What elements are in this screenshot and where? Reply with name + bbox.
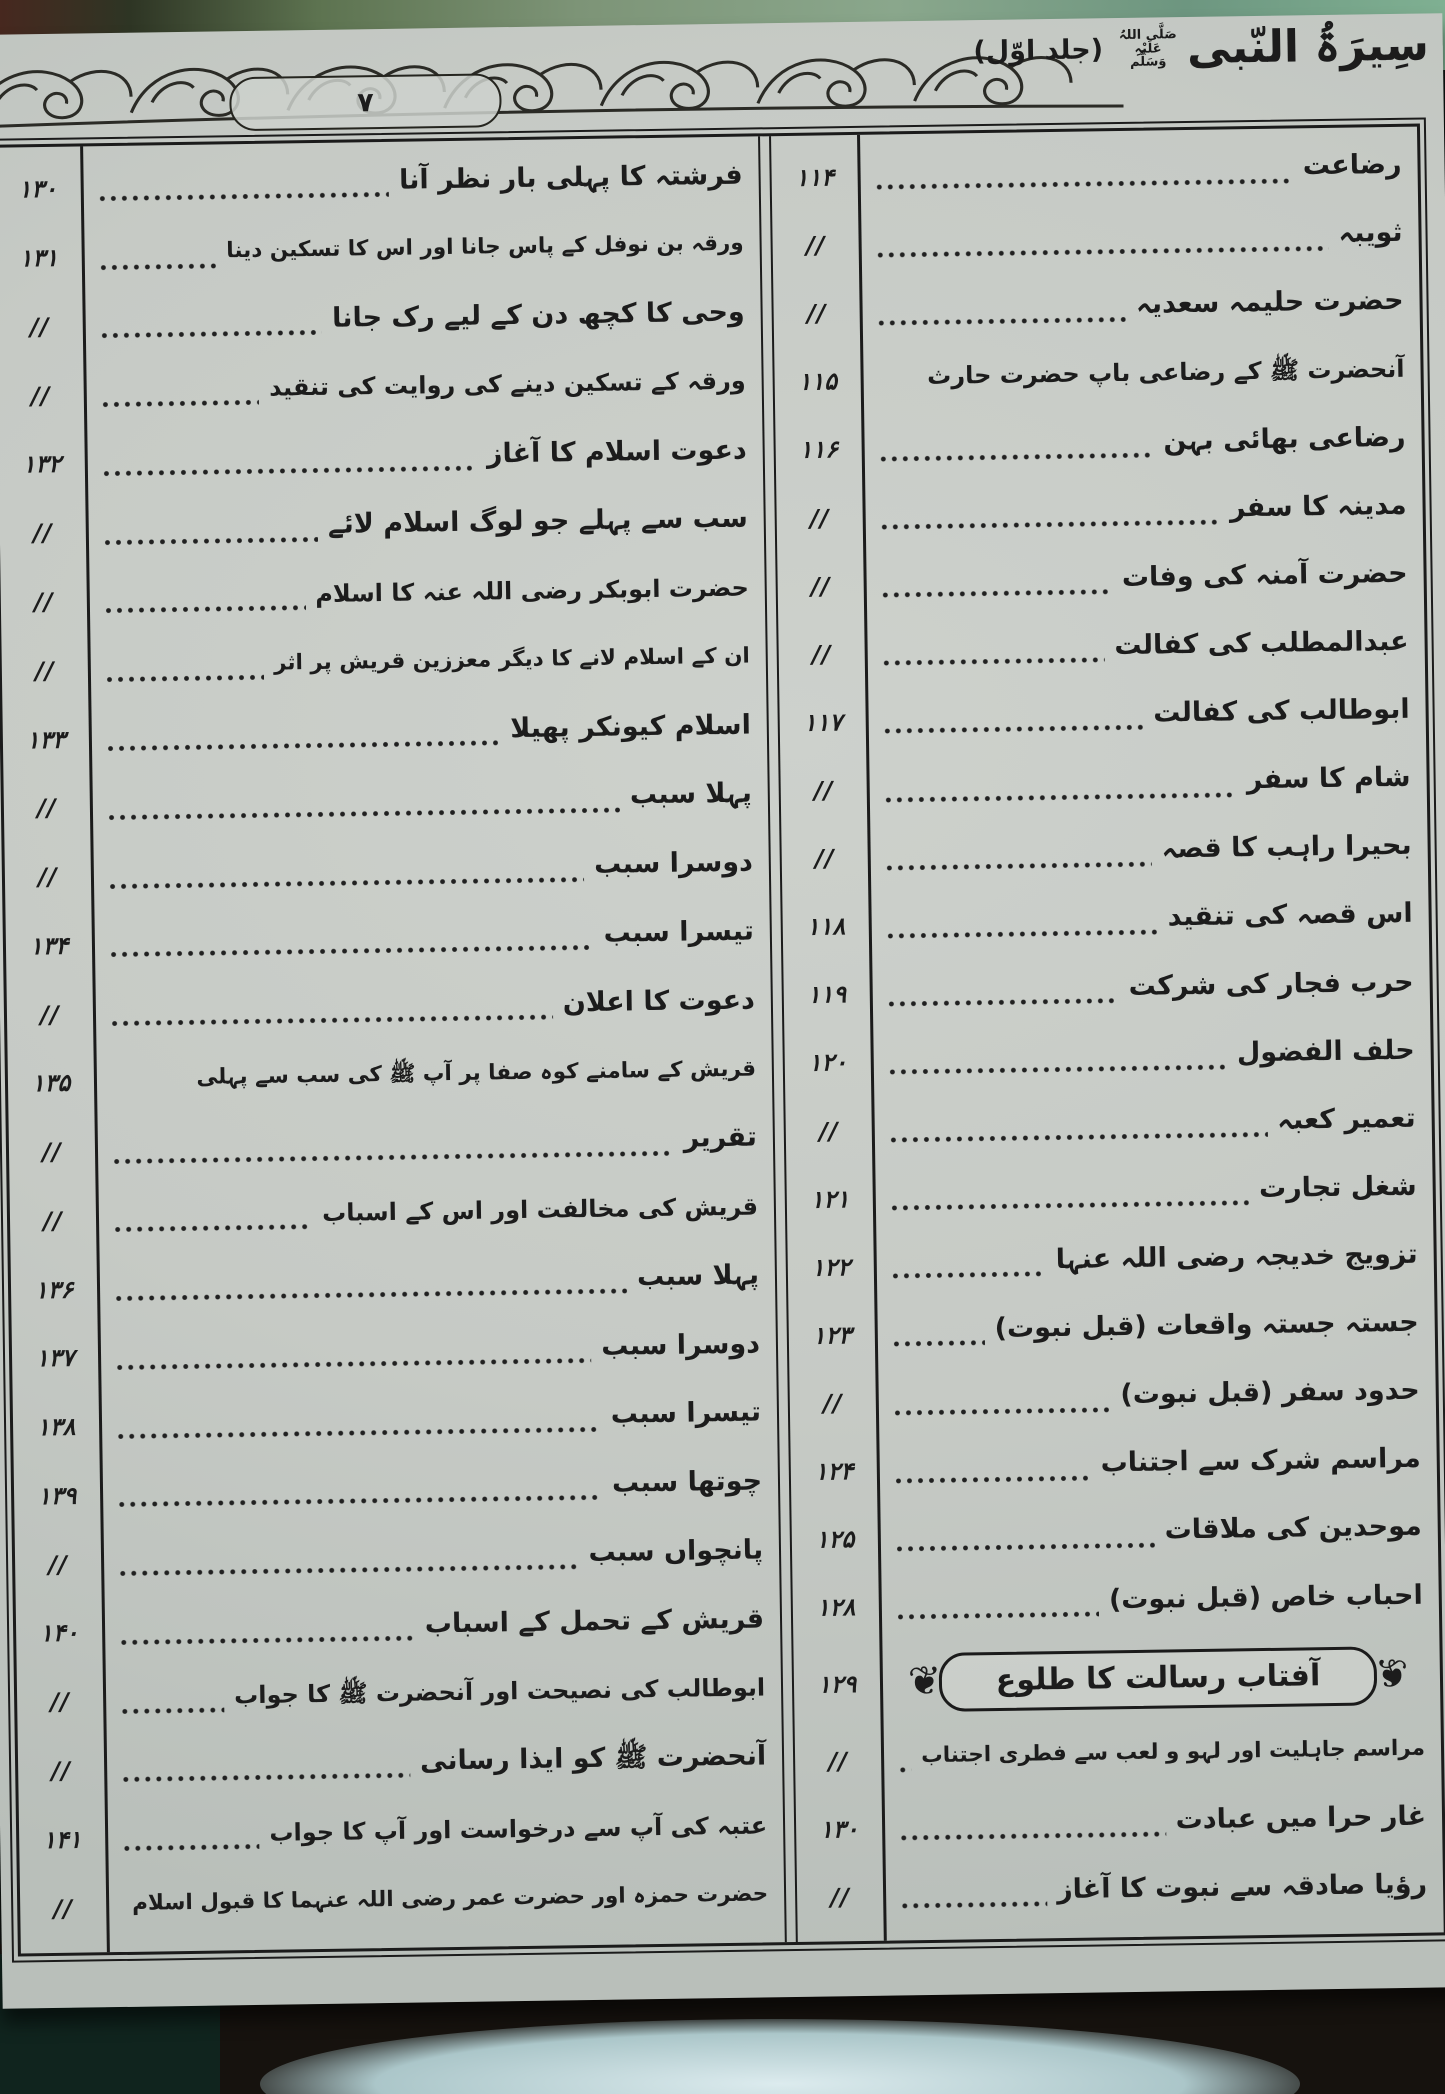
toc-row [783,952,1430,1030]
entry-page-number: // [822,1389,843,1418]
toc-row [777,543,1424,621]
toc-entry-title: دعوت کا اعلان [562,984,756,1019]
toc-entry-title: مراسم جاہلیت اور لہو و لعب سے فطری اجتناب [920,1735,1426,1768]
dot-leader [98,262,217,271]
page-header [0,13,1444,137]
toc-entry [91,846,769,891]
book-title-block [973,19,1429,77]
toc-entry-title: پہلا سبب [636,1259,760,1293]
dot-leader [895,1610,1099,1620]
toc-entry-title: شام کا سفر [1246,761,1411,796]
toc-row [15,1520,780,1600]
toc-row [772,203,1419,281]
toc-row [9,1107,774,1187]
toc-row [789,1360,1436,1438]
toc-entry [878,1511,1438,1554]
dot-leader [117,1563,578,1577]
toc-entry [864,557,1424,600]
entry-page-number: ۱۱۴ [795,163,835,192]
entry-page-number: ۱۲۲ [811,1252,851,1282]
dot-leader [118,1635,415,1646]
toc-entry [860,285,1420,328]
toc-entry-title: رضاعی بھائی بہن [1163,421,1406,457]
dot-leader [875,245,1329,259]
dot-leader [879,519,1220,531]
toc-entry-title: حضرت ابوبکر رضی اللہ عنہ کا اسلام [315,573,750,608]
toc-entry-title: حدود سفر (قبل نبوت) [1120,1374,1420,1411]
toc-entry-title: دوسرا سبب [601,1328,761,1362]
toc-entry [882,1800,1442,1843]
toc-entry-title: آنحضرت ﷺ کے رضاعی باپ حضرت حارث [926,355,1405,391]
toc-entry [873,1170,1433,1213]
toc-entry [866,693,1426,737]
dot-leader [893,1474,1091,1484]
dot-leader [103,605,306,615]
entry-page-number: ۱۳۳ [26,725,66,754]
toc-entry-title: اس قصہ کی تنقید [1167,898,1413,933]
entry-page-number: // [32,519,53,548]
entry-page-number: ۱۴۰ [39,1619,79,1648]
dot-leader [894,1541,1155,1552]
dot-leader [106,806,620,821]
entry-page-number: ۱۲۳ [812,1321,852,1350]
entry-page-number: ۱۲۱ [810,1184,850,1214]
toc-row [5,901,770,981]
toc-entry [102,1603,780,1648]
entry-page-number: // [53,1894,74,1923]
toc-entry [865,625,1425,669]
entry-page-number: ۱۲۴ [814,1457,854,1486]
toc-row [12,1313,777,1393]
toc-row [14,1451,779,1531]
toc-entry-title: ثویبہ [1338,217,1403,250]
dot-leader [876,316,1126,327]
toc-entry-title: آنحضرت ﷺ کو ایذا رسانی [419,1740,767,1777]
toc-entry [867,761,1427,805]
toc-entry [883,1868,1443,1911]
toc-row [1,626,766,706]
toc-entry-title: چوتھا سبب [611,1465,763,1499]
dot-leader [878,452,1154,463]
dot-leader [897,1766,911,1773]
toc-row [797,1854,1444,1932]
dot-leader [115,1426,601,1440]
toc-entry-title: احباب خاص (قبل نبوت) [1108,1579,1423,1615]
folio-cartouche [229,73,502,131]
book-title: سِیرَۃُ النّبی [1186,19,1430,75]
entry-page-number: // [34,656,55,685]
toc-row [20,1863,785,1943]
entry-page-number: ۱۲۵ [815,1525,855,1554]
volume-label: (جلد اوّل) [973,34,1104,68]
toc-entry-title: غار حرا میں عبادت [1175,1800,1427,1836]
toc-row [796,1786,1443,1864]
entry-page-number: // [37,862,58,892]
toc-entry-title: قریش کے سامنے کوہ صفا پر آپ ﷺ کی سب سے پہلی [196,1056,757,1090]
toc-border-frame [0,124,1445,1957]
toc-row [781,816,1428,894]
toc-entry-title: ورقہ بن نوفل کے پاس جانا اور اس کا تسکین دینا [226,230,744,264]
toc-row [776,475,1423,553]
dot-leader [889,1199,1249,1211]
table-of-contents [0,117,1445,1962]
toc-section-row [793,1633,1440,1728]
toc-row [784,1020,1431,1098]
entry-page-number: // [36,794,57,823]
toc-row [10,1176,775,1256]
entry-page-number: // [813,776,834,805]
entry-page-number: ۱۳۹ [37,1481,77,1511]
toc-row [4,832,769,912]
toc-row [0,419,763,499]
entry-page-number: // [806,299,827,328]
toc-row [774,339,1421,417]
toc-entry [880,1646,1441,1713]
entry-page-number: // [40,1000,60,1029]
toc-entry [879,1579,1439,1622]
entry-page-number: ۱۲۹ [817,1670,857,1699]
dot-leader [114,1357,591,1371]
entry-page-number: // [805,231,826,260]
entry-page-number: // [830,1883,851,1912]
dot-leader [891,1340,985,1348]
dot-leader [116,1494,602,1508]
dot-leader [99,329,323,339]
toc-entry-title: رؤیا صادقہ سے نبوت کا آغاز [1056,1868,1428,1906]
toc-entry [96,1192,774,1233]
dot-leader [882,724,1144,735]
toc-row [782,884,1429,962]
toc-entry-title: عتبہ کی آپ سے درخواست اور آپ کا جواب [269,1810,768,1847]
toc-entry-title: تعمیر کعبہ [1276,1102,1416,1136]
toc-entry [104,1740,782,1785]
dot-leader [883,791,1237,803]
toc-row [18,1726,783,1806]
toc-entry [87,573,765,614]
entry-page-number: ۱۳۵ [31,1069,71,1098]
toc-entry-title: موحدین کی ملاقات [1164,1511,1422,1546]
toc-entry [90,777,768,823]
toc-entry-title: قریش کے تحمل کے اسباب [424,1603,765,1640]
toc-entry-title: حضرت آمنہ کی وفات [1121,557,1408,593]
dot-leader [892,1406,1111,1416]
entry-page-number: // [811,640,832,669]
dot-leader [112,1223,312,1233]
toc-entry [97,1259,775,1304]
floral-scroll-border [0,40,1124,135]
floral-ornament-icon: ❦ [1374,1651,1409,1698]
toc-entry [93,984,771,1029]
entry-page-number: ۱۴۱ [42,1825,82,1854]
dot-leader [884,860,1152,871]
entry-page-number: ۱۳۷ [35,1344,75,1373]
dot-leader [109,1014,553,1028]
toc-entry [105,1810,783,1852]
toc-entry-title: حضرت حلیمہ سعدیہ [1135,285,1404,321]
toc-row [795,1718,1442,1796]
entry-page-number: // [810,572,831,601]
paper-sheet [0,13,1445,2009]
toc-entry [86,502,764,548]
toc-row [0,213,760,293]
dot-leader [102,536,318,546]
entry-page-number: // [29,312,50,342]
dot-leader [97,191,390,202]
dot-leader [885,928,1158,939]
toc-entry [81,159,759,204]
toc-row [785,1088,1432,1166]
toc-entry [863,489,1423,532]
entry-page-number: // [51,1756,72,1786]
entry-page-number: ۱۳۶ [34,1275,74,1304]
entry-page-number: // [809,503,830,533]
entry-page-number: // [828,1746,849,1776]
toc-entry-title: تزویج خدیجہ رضی اللہ عنہا [1055,1238,1418,1276]
toc-entry [85,434,763,479]
entry-page-number: ۱۳۸ [36,1412,76,1442]
dot-leader [880,588,1112,598]
toc-entry-title: دعوت اسلام کا آغاز [486,434,747,470]
entry-page-number: // [42,1137,62,1167]
floral-ornament-icon: ❦ [907,1658,942,1705]
toc-entry [875,1306,1435,1350]
toc-row [7,1038,772,1118]
toc-entry-title: تیسرا سبب [603,915,755,949]
dot-leader [108,944,594,958]
entry-page-number: ۱۱۶ [799,435,839,465]
toc-row [16,1588,781,1668]
dot-leader [107,876,584,890]
toc-entry-title: تقریر [683,1121,758,1154]
entry-page-number: ۱۳۰ [819,1814,859,1844]
toc-row [787,1224,1434,1302]
toc-row [790,1429,1437,1507]
toc-entry-title: دوسرا سبب [593,846,754,881]
toc-entry-title: ورقہ کے تسکین دینے کی روایت کی تنقید [268,367,746,403]
toc-entry [862,421,1422,464]
entry-page-number: ۱۱۷ [803,708,843,737]
toc-entry-title: مدینہ کا سفر [1229,489,1407,524]
toc-entry [871,1034,1431,1077]
dot-leader [888,1131,1267,1144]
toc-row [775,407,1422,485]
entry-page-number: // [43,1206,64,1235]
toc-entry [101,1534,779,1579]
dot-leader [874,177,1293,190]
toc-entry [83,296,761,341]
toc-row [773,271,1420,349]
toc-entry-title: ابوطالب کی کفالت [1152,693,1410,729]
dot-leader [887,1063,1227,1075]
toc-entry [89,709,767,754]
toc-entry-title: پہلا سبب [629,777,753,811]
toc-row [11,1245,776,1325]
toc-row [6,969,771,1049]
entry-page-number: // [33,587,54,617]
dot-leader [898,1831,1166,1842]
dot-leader [881,657,1105,667]
toc-entry [103,1673,781,1714]
toc-entry-title: سب سے پہلے جو لوگ اسلام لائے [327,502,749,541]
toc-entry-title: رضاعت [1302,149,1402,182]
toc-entry-title: فرشتہ کا پہلی بار نظر آنا [398,159,743,196]
toc-row [780,748,1427,826]
dot-leader [100,399,260,408]
entry-page-number: // [48,1550,69,1579]
entry-page-number: ۱۳۲ [22,450,62,479]
toc-row [778,611,1425,689]
toc-entry [872,1102,1432,1145]
toc-entry [881,1735,1441,1772]
toc-row [13,1382,778,1462]
toc-entry-title: شغل تجارت [1258,1170,1417,1204]
toc-entry [82,230,760,270]
toc-entry [106,1881,784,1920]
toc-entry-title: تیسرا سبب [610,1396,762,1431]
toc-row [779,679,1426,757]
toc-row [792,1565,1439,1643]
toc-row [17,1657,782,1737]
dot-leader [104,674,264,683]
entry-page-number: ۱۳۴ [29,931,69,961]
toc-entry [94,1056,772,1095]
toc-row [0,282,761,362]
toc-entry [874,1238,1434,1281]
entry-page-number: // [50,1687,71,1717]
toc-entry [859,217,1419,260]
toc-entry-title: اسلام کیونکر پھیلا [509,709,752,744]
dot-leader [105,739,500,752]
section-header-box [907,1647,1409,1712]
toc-row [0,351,762,431]
toc-entry-title: مراسم شرک سے اجتناب [1100,1442,1421,1479]
toc-row [786,1156,1433,1234]
toc-row [0,144,759,224]
toc-entry [876,1374,1436,1418]
toc-row [771,135,1418,213]
dot-leader [120,1772,410,1783]
toc-entry [95,1121,773,1167]
entry-page-number: ۱۳۱ [19,243,59,273]
dot-leader [111,1149,674,1164]
toc-row [788,1292,1435,1370]
toc-entry-title: ابوطالب کی نصیحت اور آنحضرت ﷺ کا جواب [233,1673,766,1710]
toc-entry [877,1442,1437,1486]
toc-entry-title: جستہ جستہ واقعات (قبل نبوت) [994,1306,1419,1345]
toc-entry [98,1328,776,1373]
toc-entry [861,355,1421,395]
toc-entry-title: پانچواں سبب [588,1534,764,1568]
toc-entry-title: حرب فجار کی شرکت [1128,966,1414,1002]
dot-leader [113,1288,627,1303]
toc-entry-title: حلف الفضول [1236,1034,1415,1068]
entry-page-number: // [30,381,51,410]
entry-page-number: // [814,844,835,873]
toc-entry-title: وحی کا کچھ دن کے لیے رک جانا [331,296,745,334]
toc-entry [84,367,762,408]
entry-page-number: ۱۱۵ [798,367,838,397]
toc-row [791,1497,1438,1575]
toc-entry [88,643,766,682]
toc-row [0,488,764,568]
left-column [0,136,785,1953]
dot-leader [886,997,1119,1007]
entry-page-number: // [818,1116,839,1146]
dot-leader [899,1901,1047,1910]
dot-leader [121,1843,259,1852]
dot-leader [101,465,477,478]
toc-entry-title: عبدالمطلب کی کفالت [1114,625,1409,662]
toc-entry [869,898,1429,941]
toc-row [19,1795,784,1875]
toc-row [3,763,768,843]
toc-entry [868,830,1428,873]
toc-entry-title: قریش کی مخالفت اور اس کے اسباب [321,1192,759,1227]
toc-entry [870,966,1430,1009]
entry-page-number: ۱۱۹ [807,980,847,1010]
toc-entry [100,1465,778,1510]
entry-page-number: ۱۱۸ [806,912,846,941]
toc-entry [92,915,770,960]
dot-leader [890,1271,1046,1280]
entry-page-number: ۱۲۰ [808,1048,848,1078]
folio-number: ۷ [357,86,374,118]
toc-entry [857,149,1417,192]
honorific-seal: صَلَّی اللہُ عَلَیْہِ وَسَلَّم [1118,27,1177,71]
toc-entry [99,1396,777,1442]
entry-page-number: ۱۳۰ [18,175,58,204]
toc-row [0,557,765,637]
toc-entry-title: بحیرا راہب کا قصہ [1161,830,1412,865]
toc-entry-title: حضرت حمزہ اور حضرت عمر رضی اللہ عنہما کا قبول اسلام [131,1881,769,1916]
entry-page-number: ۱۲۸ [816,1593,856,1623]
section-header-label: آفتاب رسالت کا طلوع [995,1658,1321,1699]
toc-entry-title: ان کے اسلام لانے کا دیگر معززین قریش پر اثر [273,643,750,676]
right-column [771,127,1444,1942]
toc-row [2,694,767,774]
dot-leader [119,1706,224,1715]
